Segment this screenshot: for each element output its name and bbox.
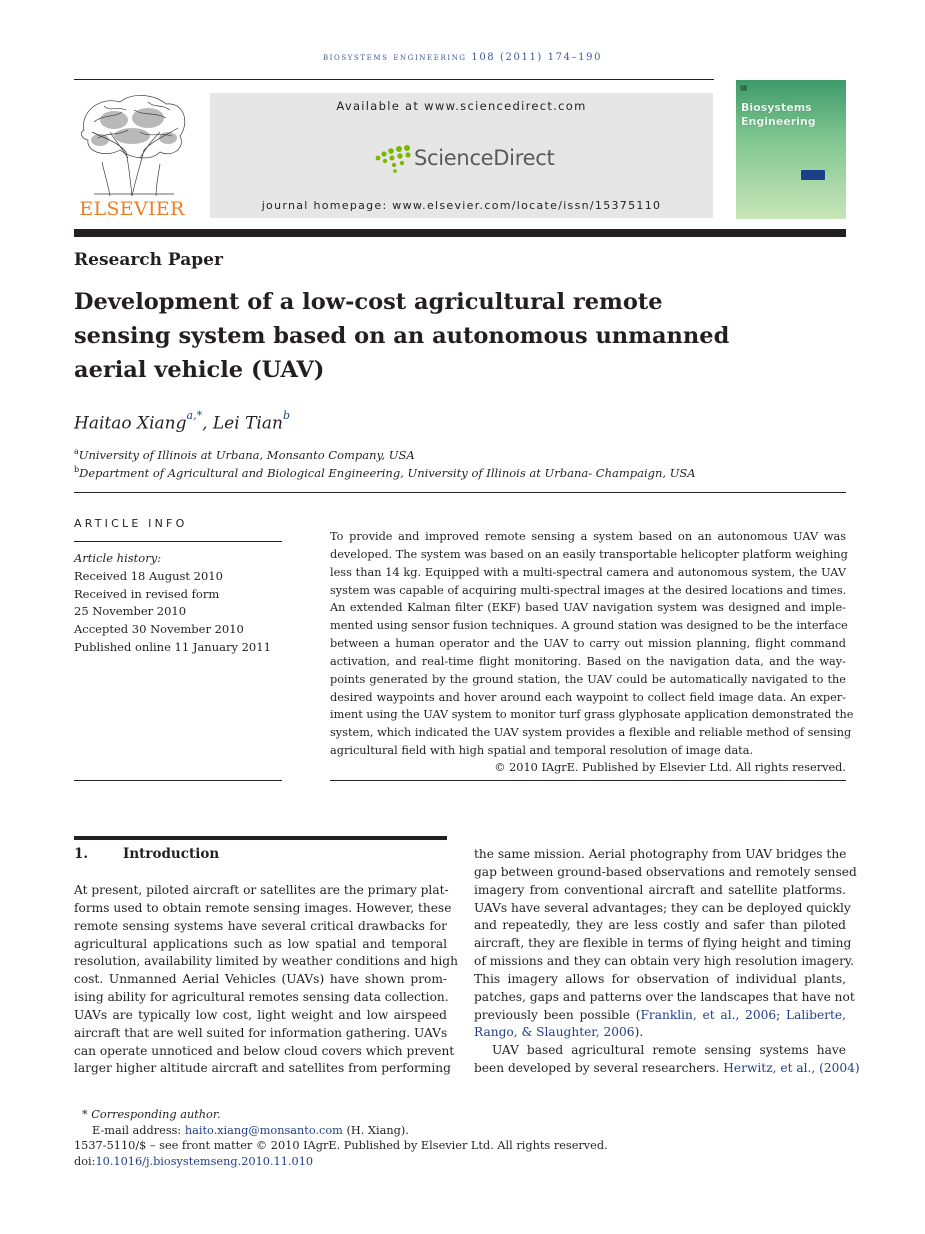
body-line: larger higher altitude aircraft and satellites from performing [74,1061,451,1076]
abstract-line: developed. The system was based on an easily transportable helicopter platform weighing [330,547,848,561]
body-line [474,1007,846,1025]
doi-label: doi: [74,1154,96,1168]
cover-title-line2: Engineering [741,115,816,128]
citation-link[interactable]: Laliberte, [786,1007,847,1022]
body-line: remote sensing systems have several critical drawbacks for [74,918,447,933]
running-head: biosystems engineering 108 (2011) 174–190 [322,52,603,63]
corresponding-author-note [74,1107,608,1123]
body-line: of missions and they can obtain very high resolution imagery. [474,954,855,969]
abstract-line: mented using sensor fusion techniques. A ground station was designed to be the interface [330,619,848,633]
body-text: ; [776,1007,787,1022]
abstract-line: iment using the UAV system to monitor turf grass glyphosate application demonstrated the [330,708,854,722]
abstract-line: To provide and improved remote sensing a system based on an autonomous UAV was [330,530,846,543]
affiliation-text: Department of Agricultural and Biological Engineering, University of Illinois at Urbana- Champaign, USA [79,465,696,480]
affiliation-text: University of Illinois at Urbana, Monsanto Company, USA [78,447,415,462]
section-heading [74,846,219,862]
body-column-left [74,882,458,1078]
title-line: Development of a low-cost agricultural remote [74,289,663,315]
article-title [74,285,794,387]
cover-publisher-mark: ▦ [740,83,748,92]
body-text: ). [634,1025,644,1040]
abstract-line: agricultural field with high spatial and temporal resolution of image data. [330,744,754,758]
body-line: forms used to obtain remote sensing images. However, these [74,900,452,915]
body-line: and repeatedly, they are less costly and safer than piloted [474,918,846,933]
body-line: agricultural applications such as low spatial and temporal [74,936,447,951]
email-line [74,1123,608,1139]
body-text: been developed by several researchers. [474,1061,724,1076]
divider [74,541,282,542]
header-rule [74,79,714,80]
doi-link[interactable]: 10.1016/j.biosystemseng.2010.11.010 [95,1154,314,1168]
cover-title [741,101,841,129]
body-line: resolution, availability limited by weather conditions and high [74,954,458,969]
body-text: previously been possible ( [474,1007,641,1022]
body-line: UAV based agricultural remote sensing systems have [492,1043,846,1058]
abstract-line: less than 14 kg. Equipped with a multi-spectral camera and autonomous system, the UAV [330,565,846,579]
author-affiliation-mark[interactable]: b [282,409,290,422]
issn-line: 1537-5110/$ – see front matter © 2010 IAgrE. Published by Elsevier Ltd. All rights reserved. [74,1139,608,1152]
history-line: Published online 11 January 2011 [74,639,271,654]
cover-iagre-logo-icon [801,170,825,180]
body-line: gap between ground-based observations and remotely sensed [474,864,857,879]
body-line: patches, gaps and patterns over the landscapes that have not [474,989,855,1004]
abstract-line: points generated by the ground station, the UAV could be automatically navigated to the [330,672,846,686]
title-line: sensing system based on an autonomous unmanned [74,323,730,349]
article-info-heading: ARTICLE INFO [74,517,188,530]
sciencedirect-brand: ScienceDirect [414,146,555,170]
citation-link[interactable]: Rango, & Slaughter, 2006 [474,1025,635,1040]
author-affiliation-mark[interactable]: a,* [186,409,203,422]
email-suffix: (H. Xiang). [342,1123,409,1137]
email-label: E-mail address: [92,1123,185,1137]
body-line: imagery from conventional aircraft and satellite platforms. [474,882,846,897]
body-line: the same mission. Aerial photography from UAV bridges the [474,847,847,861]
section-title: Introduction [123,846,220,862]
abstract [330,528,854,760]
section-number: 1. [74,846,89,862]
title-line: aerial vehicle (UAV) [74,357,325,383]
body-line [474,1024,846,1042]
body-line: This imagery allows for observation of individual plants, [474,971,846,986]
author-name: Haitao Xiang [74,413,187,434]
author-separator: , [202,413,213,434]
author-name: Lei Tian [212,413,283,434]
footnote-text: Corresponding author. [91,1108,221,1121]
body-line: ising ability for agricultural remotes sensing data collection. [74,990,449,1005]
sciencedirect-logo-icon [374,144,414,176]
affiliation-mark: a [74,447,79,456]
body-line: cost. Unmanned Aerial Vehicles (UAVs) have shown prom- [74,972,447,987]
footnote-mark: * [82,1108,88,1121]
author-list [74,409,290,434]
abstract-line: system, which indicated the UAV system provides a flexible and reliable method of sensing [330,726,852,740]
citation-link[interactable]: Herwitz, et al., (2004) [723,1061,860,1076]
history-label: Article history: [74,551,162,565]
divider [74,492,846,493]
abstract-copyright: © 2010 IAgrE. Published by Elsevier Ltd. All rights reserved. [494,761,846,774]
divider [74,780,282,781]
affiliation-mark: b [74,465,80,474]
abstract-line: activation, and real-time flight monitoring. Based on the navigation data, and the way- [330,654,846,668]
article-history [74,550,271,657]
history-line: Received 18 August 2010 [74,568,223,583]
body-column-right [474,846,860,1078]
body-line: aircraft that are well suited for information gathering. UAVs [74,1025,448,1040]
available-at-text: Available at www.sciencedirect.com [336,99,587,113]
history-line: Accepted 30 November 2010 [74,622,244,637]
body-line [474,1060,860,1078]
affiliation-b [74,465,696,480]
body-line: UAVs have several advantages; they can be deployed quickly [474,900,851,915]
body-line: At present, piloted aircraft or satellites are the primary plat- [74,883,449,897]
history-line: 25 November 2010 [74,604,187,619]
elsevier-wordmark: ELSEVIER [79,198,185,220]
journal-homepage-text[interactable]: journal homepage: www.elsevier.com/locate/issn/15375110 [261,199,662,212]
affiliation-a [74,447,415,462]
footnotes [74,1107,608,1169]
abstract-line: An extended Kalman filter (EKF) based UAV navigation system was designed and imple- [330,601,846,615]
citation-link[interactable]: Franklin, et al., 2006 [640,1007,777,1022]
history-line: Received in revised form [74,586,220,601]
abstract-line: desired waypoints and hover around each waypoint to collect field image data. An exper- [330,690,846,704]
divider [330,780,846,781]
section-rule [74,836,447,840]
abstract-line: between a human operator and the UAV to carry out mission planning, flight command [330,637,846,651]
cover-title-line1: Biosystems [741,101,812,114]
paper-type: Research Paper [74,250,223,270]
body-line: aircraft, they are flexible in terms of flying height and timing [474,936,852,951]
body-line: can operate unnoticed and below cloud covers which prevent [74,1043,455,1058]
body-line: UAVs are typically low cost, light weight and low airspeed [74,1007,447,1022]
abstract-line: system was capable of acquiring multi-spectral images at the desired locations and times. [330,583,847,597]
email-link[interactable]: haito.xiang@monsanto.com [184,1123,343,1137]
doi-line [74,1154,608,1170]
title-rule [74,229,846,237]
